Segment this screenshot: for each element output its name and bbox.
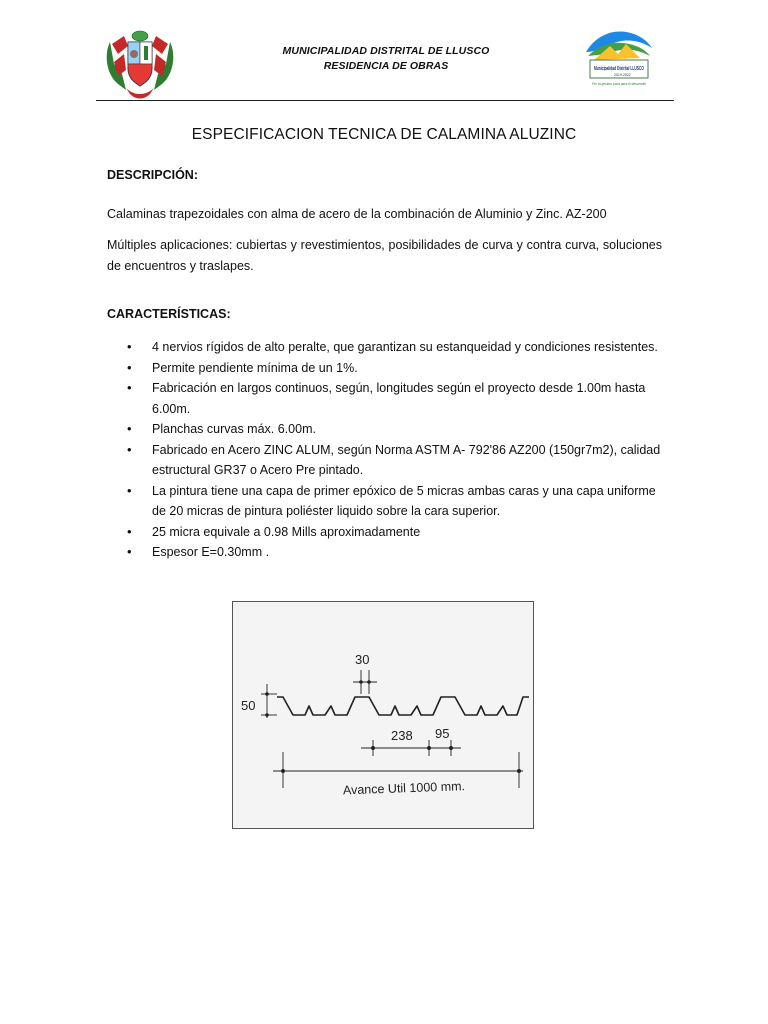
header-divider	[96, 100, 674, 101]
list-item: • Fabricado en Acero ZINC ALUM, según Norma ASTM A- 792'86 AZ200 (150gr7m2), calidad estructural GR37 o Acero Pre pintado.	[107, 440, 667, 481]
profile-diagram	[232, 601, 534, 829]
letterhead	[96, 18, 676, 102]
list-item: • La pintura tiene una capa de primer epóxico de 5 micras ambas caras y una capa uniforme de 20 micras de pintura poliéster liquido sobre la cara superior.	[107, 481, 667, 522]
list-item: • 4 nervios rígidos de alto peralte, que garantizan su estanqueidad y condiciones resistentes.	[107, 337, 667, 358]
description-heading: DESCRIPCIÓN:	[107, 168, 198, 182]
coat-of-arms-icon	[104, 24, 176, 102]
llusco-logo-icon	[584, 26, 654, 96]
effective-width-label: Avance Util 1000 mm.	[342, 779, 466, 798]
rib-width-label: 30	[355, 652, 370, 667]
features-heading: CARACTERÍSTICAS:	[107, 307, 231, 321]
rib-height-label: 50	[241, 698, 256, 713]
list-item: • Permite pendiente mínima de un 1%.	[107, 358, 667, 379]
letterhead-text	[206, 44, 566, 74]
list-item: • Planchas curvas máx. 6.00m.	[107, 419, 667, 440]
sheet-profile	[277, 697, 529, 715]
list-item: • 25 micra equivale a 0.98 Mills aproximadamente	[107, 522, 667, 543]
municipality-name: MUNICIPALIDAD DISTRITAL DE LLUSCO	[282, 45, 490, 57]
office-name: RESIDENCIA DE OBRAS	[323, 60, 449, 72]
document-title: ESPECIFICACION TECNICA DE CALAMINA ALUZINC	[191, 126, 577, 143]
span-label: 238	[391, 728, 413, 743]
valley-label: 95	[435, 726, 450, 741]
logo-years-text: 2019-2022	[614, 73, 631, 77]
list-item: • Espesor E=0.30mm .	[107, 542, 667, 563]
list-item: • Fabricación en largos continuos, según, longitudes según el proyecto desde 1.00m hasta 6.00m.	[107, 378, 667, 419]
features-list	[107, 337, 667, 563]
description-paragraph-2: Múltiples aplicaciones: cubiertas y revestimientos, posibilidades de curva y contra curva, soluciones de encuentros y traslapes.	[107, 238, 662, 273]
description-paragraph-1: Calaminas trapezoidales con alma de acero de la combinación de Aluminio y Zinc. AZ-200	[107, 207, 607, 221]
logo-tagline: Por la gestion justa para el desarrollo	[592, 82, 647, 86]
logo-municipality-text: Municipalidad Distrital LLUSCO	[594, 66, 645, 72]
